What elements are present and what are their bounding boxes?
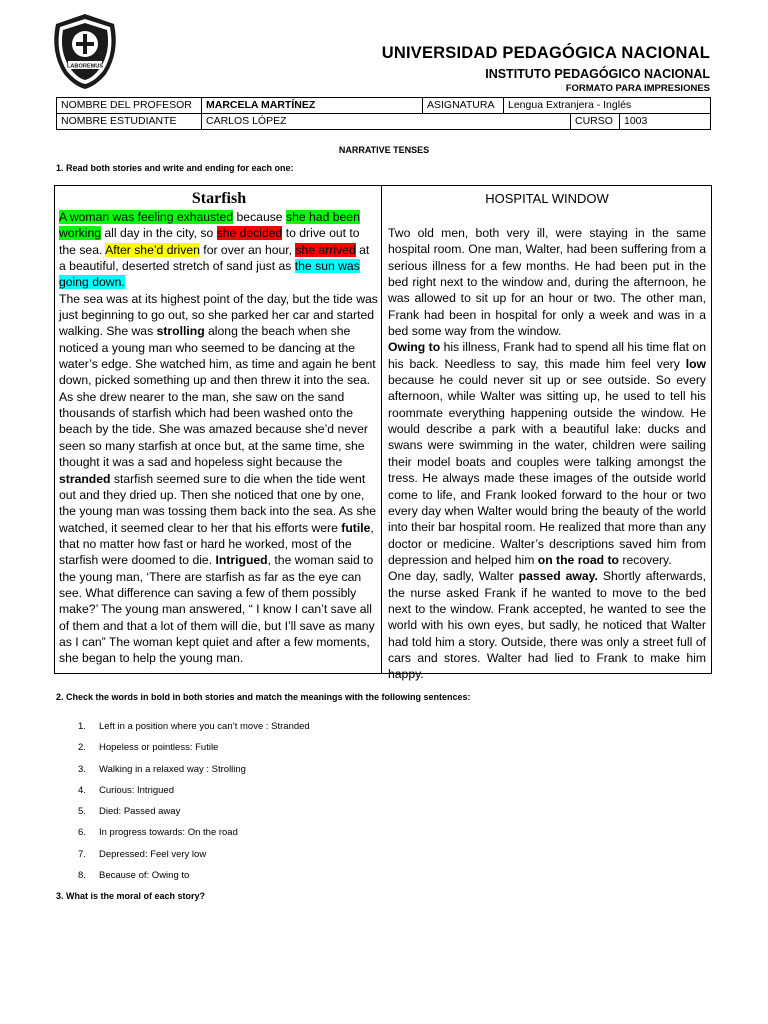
story-text: , the woman said to the young man, ‘There are starfish as far as the eye can see. What difference can saving a few of them possibly make?’ The young man answered, “ I know I can’t save all of them and that a lot of them will die, but I’ll save as many as I can” The woman kept quiet and after a few moments, she began to help the young man. — [59, 553, 375, 666]
highlight-cyan: the sun was going down. — [59, 259, 360, 290]
item-text: Left in a position where you can’t move : Stranded — [99, 721, 310, 732]
story-text: because he could never sit up or see outside. So every afternoon, while Walter was sitting up, he used to tell his roommate everything happening outside the window. He would describe a park with a beautiful lake: ducks and swans were swimming in the water, children were sailing their model boats and couples were talking amongst the tress. He always made these images of the outside world come to life, and Frank looked forward to the hour or two every day when Walter would bring the beauty of the world into their bar hospital room. He realized that more than any doctor or medicine. Walter’s descriptions saved him from depression and helped him — [388, 373, 706, 567]
item-number: 3. — [78, 763, 86, 775]
story-text: The sea was at its highest point of the day, but the tide was just beginning to go out, so she parked her car and started walking. She was — [59, 291, 378, 339]
story-text: starfish seemed sure to die when the tide went out and they dried up. Then she noticed that one by one, the young man was tossing them back into the sea. As she watched, it seemed clear to her that his efforts were — [59, 471, 377, 535]
bold-keyword: on the road to — [537, 552, 619, 567]
question-2: 2. Check the words in bold in both stories and match the meanings with the following sentences: — [56, 692, 471, 702]
highlight-green: she had been working — [59, 210, 360, 241]
bold-keyword: futile — [341, 520, 371, 535]
student-value: CARLOS LÓPEZ — [202, 114, 571, 130]
starfish-paragraph-3 — [59, 389, 379, 667]
list-item — [78, 741, 310, 762]
bold-keyword: passed away. — [518, 569, 598, 584]
teacher-value: MARCELA MARTÍNEZ — [202, 98, 423, 114]
list-item — [78, 805, 310, 826]
story-text: As she drew nearer to the man, she saw on the sand thousands of starfish which had been washed onto the beach by the tide. She was amazed because she’d never seen so many starfish at once but, at the same time, she thought it was a sad and hopeless sight because the — [59, 389, 368, 470]
item-text: Curious: Intrigued — [99, 784, 174, 796]
bold-keyword: Owing to — [388, 340, 441, 355]
item-number: 2. — [78, 742, 86, 754]
story-text: recovery. — [619, 552, 672, 567]
starfish-paragraph-1 — [59, 209, 379, 291]
university-title: UNIVERSIDAD PEDAGÓGICA NACIONAL — [381, 44, 710, 62]
subject-label: ASIGNATURA — [423, 98, 504, 114]
hospital-paragraph-2 — [388, 339, 706, 568]
list-item — [78, 720, 310, 741]
question-3: 3. What is the moral of each story? — [56, 891, 206, 901]
item-text: In progress towards: On the road — [99, 827, 238, 839]
item-text: Walking in a relaxed way : Strolling — [99, 763, 246, 775]
teacher-label: NOMBRE DEL PROFESOR — [57, 98, 202, 114]
story-text: because — [233, 210, 286, 224]
story-text: , that no matter how fast or hard he worked, most of the starfish were doomed to die. — [59, 520, 374, 568]
list-item — [78, 848, 310, 869]
story-text: for over an hour, — [199, 242, 296, 257]
matches-list — [78, 720, 310, 890]
item-text: Depressed: Feel very low — [99, 848, 207, 860]
list-item — [78, 826, 310, 847]
hospital-paragraph-1: Two old men, both very ill, were staying in the same hospital room. One man, Walter, had been suffering from a serious illness for a few months. He had been put in the bed right next to the window and, during the afternoon, he was allowed to sit up for an hour or two. The other man, Frank had been in hospital for only a week and was in a bed some way from the window. — [388, 226, 706, 339]
item-text: Hopeless or pointless: Futile — [99, 742, 219, 754]
item-text: Because of: Owing to — [99, 870, 190, 882]
item-text: Died: Passed away — [99, 806, 181, 818]
bold-keyword: low — [685, 356, 706, 371]
story-text: One day, sadly, Walter — [388, 569, 519, 584]
subject-value: Lengua Extranjera - Inglés — [504, 98, 711, 114]
university-seal-logo — [48, 12, 122, 90]
starfish-story — [59, 186, 379, 667]
story-text: at a beautiful, deserted stretch of sand just as — [59, 242, 370, 274]
story-text: to drive out to the sea. — [59, 226, 360, 257]
list-item — [78, 784, 310, 805]
item-number: 6. — [78, 827, 86, 839]
item-number: 4. — [78, 784, 86, 796]
info-row-teacher — [57, 98, 711, 114]
item-number: 5. — [78, 806, 86, 818]
highlight-red: she decided — [216, 226, 283, 241]
section-title: NARRATIVE TENSES — [338, 145, 430, 155]
starfish-title: Starfish — [191, 190, 247, 207]
course-label: CURSO — [571, 114, 620, 130]
hospital-window-title: HOSPITAL WINDOW — [485, 191, 609, 206]
institute-title: INSTITUTO PEDAGÓGICO NACIONAL — [485, 67, 710, 81]
item-number: 8. — [78, 870, 86, 882]
student-label: NOMBRE ESTUDIANTE — [57, 114, 202, 130]
story-text: all day in the city, so — [101, 226, 217, 241]
hospital-window-story — [388, 186, 706, 683]
hospital-paragraph-3 — [388, 568, 706, 682]
story-text: his illness, Frank had to spend all his time flat on his back. Needless to say, this made him feel very — [388, 340, 706, 371]
highlight-green: A woman was feeling exhausted — [59, 210, 234, 224]
bold-keyword: strolling — [156, 324, 205, 339]
bold-keyword: stranded — [59, 471, 111, 486]
list-item — [78, 869, 310, 890]
course-value: 1003 — [620, 114, 711, 130]
bold-keyword: Intrigued — [215, 553, 268, 568]
story-text: Shortly afterwards, the nurse asked Frank if he wanted to move to the bed next to the window. Frank accepted, he wanted to see the world with his own eyes, but sadly, he noticed that Walter had told him a story. Outside, there was only a street full of cars and stores. Walter had lied to Frank to make him happy. — [388, 569, 706, 682]
list-item — [78, 763, 310, 784]
seal-motto: LABOREMUS — [66, 63, 104, 70]
info-table — [56, 97, 711, 130]
story-text: along the beach when she noticed a young man who seemed to be dancing at the water’s edge. She watched him, as time and again he bent down, picked something up and then threw it into the sea. — [59, 324, 376, 388]
highlight-red: she arrived — [295, 242, 356, 257]
highlight-yellow: After she’d driven — [105, 242, 200, 257]
stories-box — [54, 185, 712, 682]
column-divider — [381, 186, 382, 673]
item-number: 7. — [78, 848, 86, 860]
starfish-paragraph-2 — [59, 291, 379, 389]
hospital-window-text — [388, 225, 706, 683]
format-label: FORMATO PARA IMPRESIONES — [565, 83, 710, 94]
info-row-student — [57, 114, 711, 130]
question-1: 1. Read both stories and write and ending for each one: — [56, 163, 294, 173]
item-number: 1. — [78, 721, 86, 732]
